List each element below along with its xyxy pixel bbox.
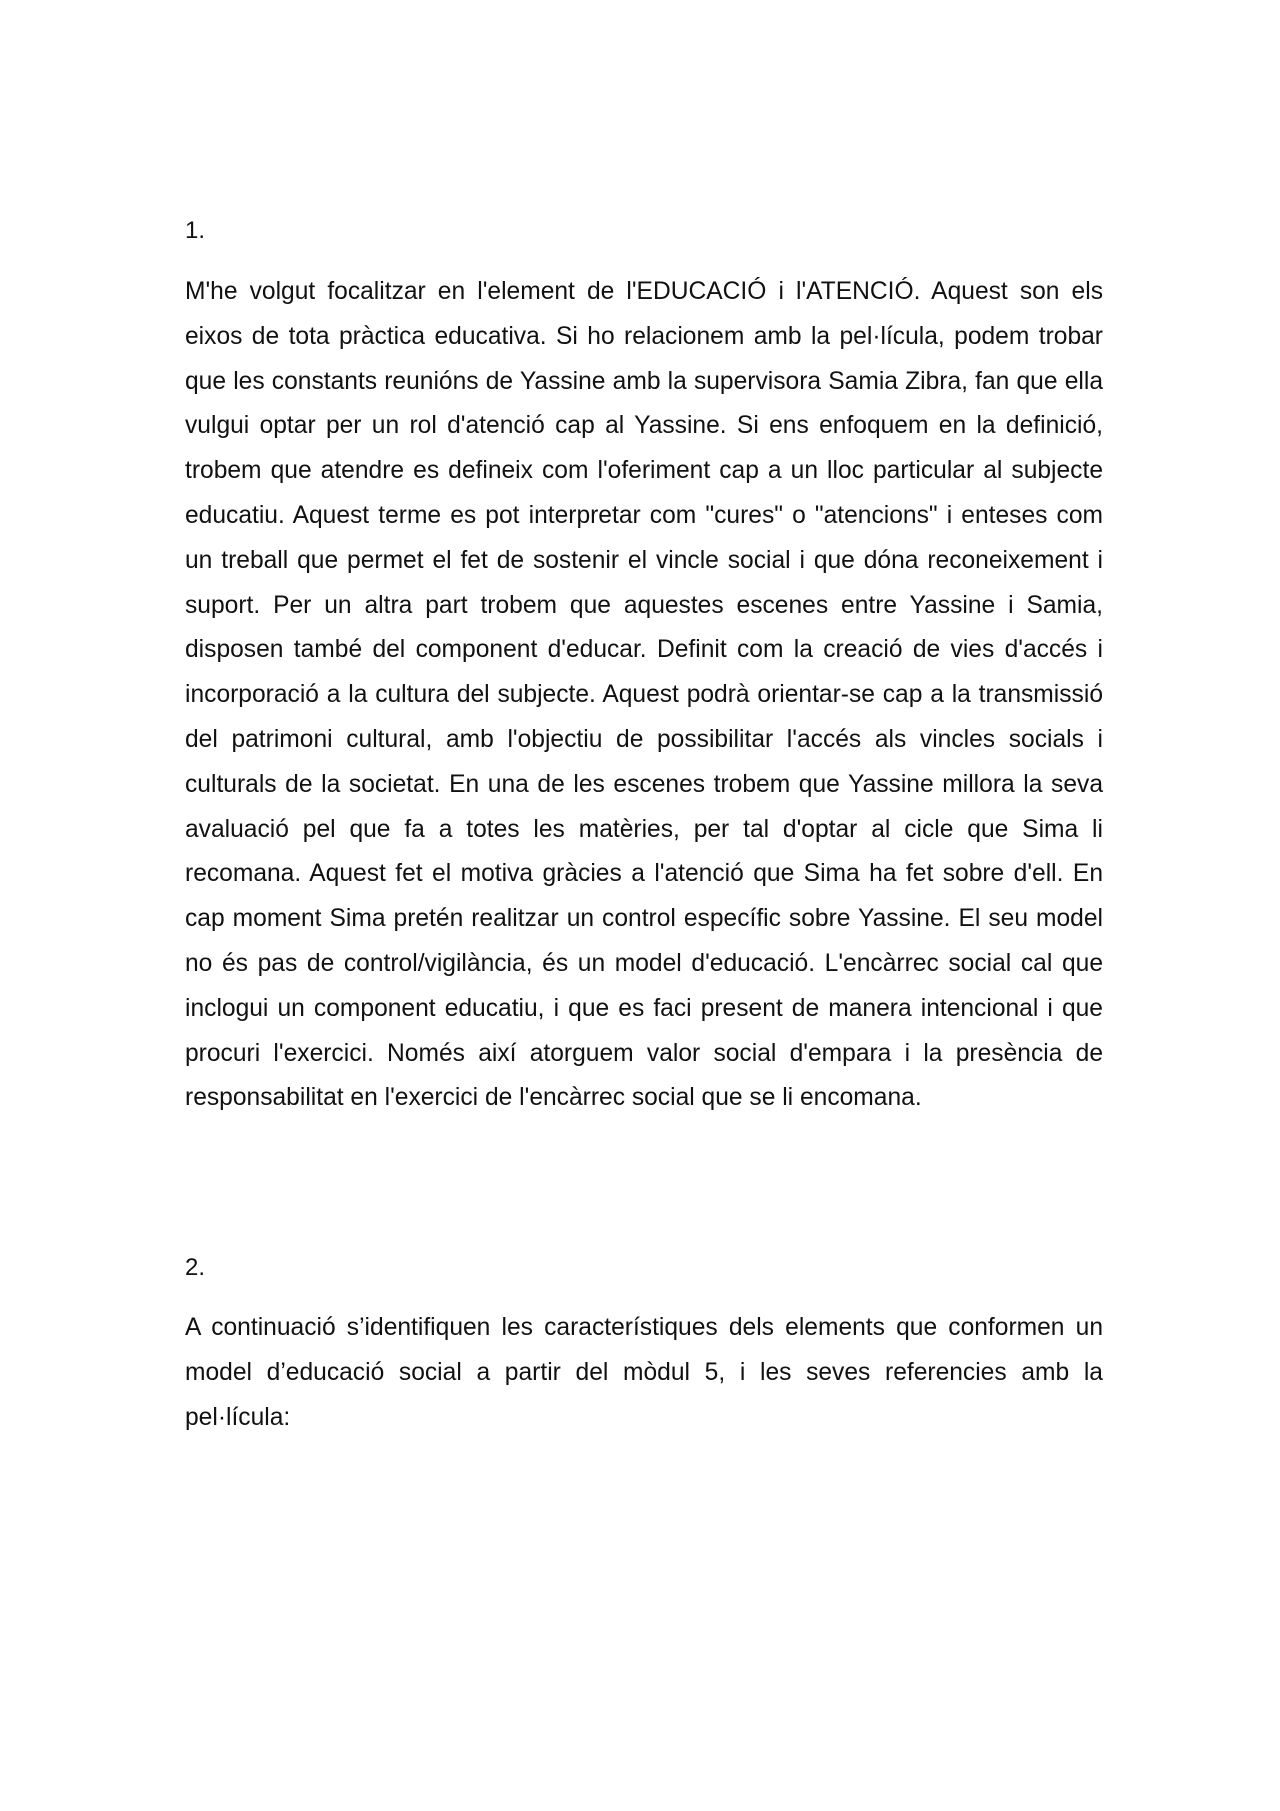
- section-paragraph-1: M'he volgut focalitzar en l'element de l'EDUCACIÓ i l'ATENCIÓ. Aquest son els eixos de tota pràctica educativa. Si ho relacionem amb la pel·lícula, podem trobar que les constants reunións de Yassine amb la supervisora Samia Zibra, fan que ella vulgui optar per un rol d'atenció cap al Yassine. Si ens enfoquem en la definició, trobem que atendre es defineix com l'oferiment cap a un lloc particular al subjecte educatiu. Aquest terme es pot interpretar com "cures" o "atencions" i enteses com un treball que permet el fet de sostenir el vincle social i que dóna reconeixement i suport. Per un altra part trobem que aquestes escenes entre Yassine i Samia, disposen també del component d'educar. Definit com la creació de vies d'accés i incorporació a la cultura del subjecte. Aquest podrà orientar-se cap a la transmissió del patrimoni cultural, amb l'objectiu de possibilitar l'accés als vincles socials i culturals de la societat. En una de les escenes trobem que Yassine millora la seva avaluació pel que fa a totes les matèries, per tal d'optar al cicle que Sima li recomana. Aquest fet el motiva gràcies a l'atenció que Sima ha fet sobre d'ell. En cap moment Sima pretén realitzar un control específic sobre Yassine. El seu model no és pas de control/vigilància, és un model d'educació. L'encàrrec social cal que inclogui un component educatiu, i que es faci present de manera intencional i que procuri l'exercici. Només així atorguem valor social d'empara i la presència de responsabilitat en l'exercici de l'encàrrec social que se li encomana.: [185, 278, 1103, 1112]
- section-number-2: 2.: [185, 1254, 206, 1281]
- section-number-1: 1.: [185, 217, 206, 244]
- section-paragraph-2: A continuació s’identifiquen les característiques dels elements que conformen un model d’educació social a partir del mòdul 5, i les seves referencies amb la pel·lícula:: [185, 1314, 1103, 1431]
